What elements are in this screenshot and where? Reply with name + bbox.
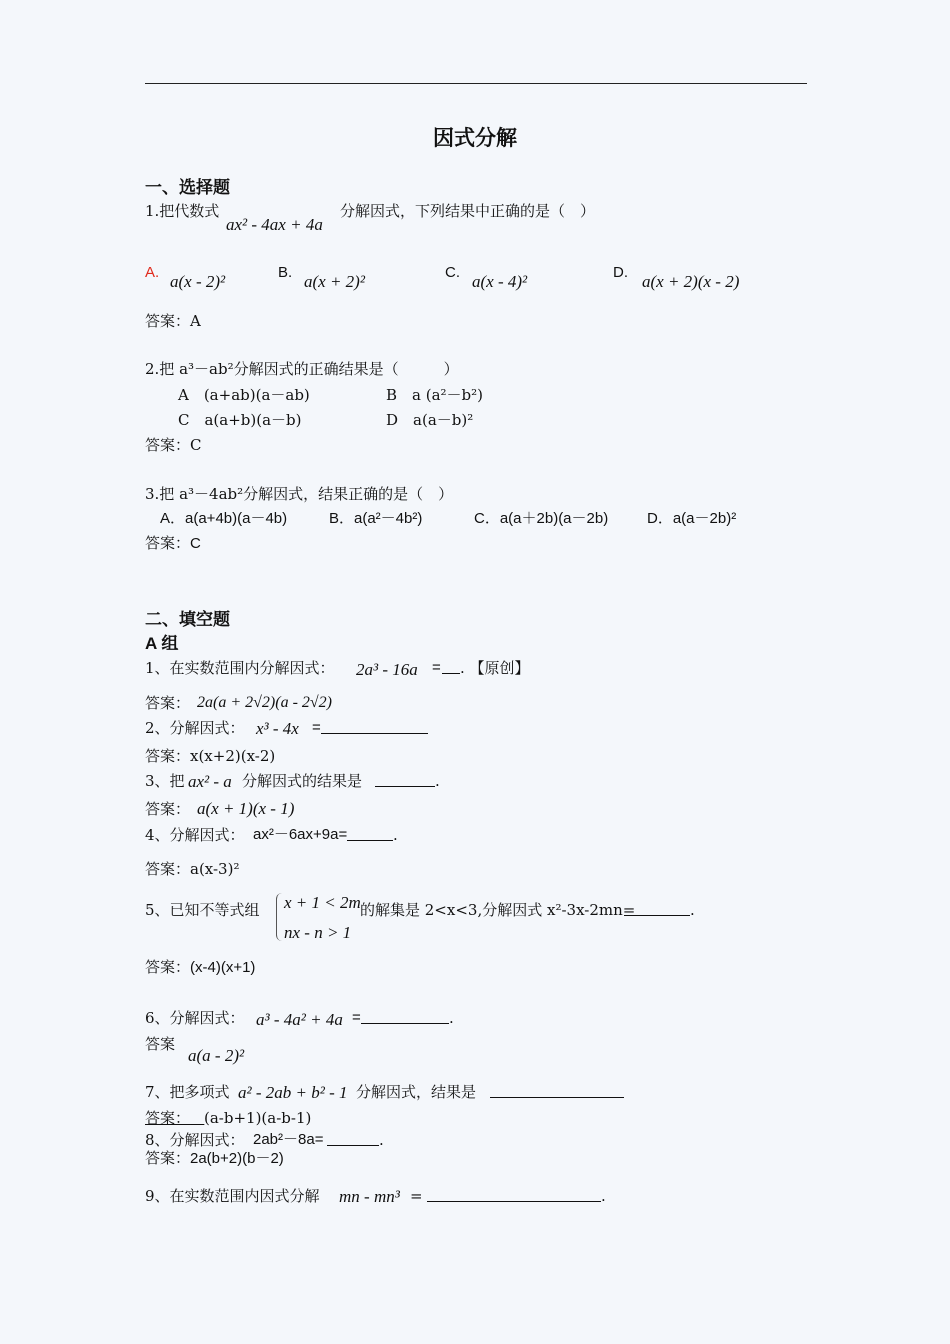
f7-suffix: 分解因式，结果是 <box>356 1083 477 1101</box>
section-heading-choice: 一、选择题 <box>145 178 230 198</box>
f9-tail: . <box>601 1187 606 1205</box>
f2-blank[interactable] <box>321 719 428 734</box>
f8-answer: 答案：2a(b+2)(b－2) <box>145 1150 284 1167</box>
q3-option-d: D．a(a－2b)² <box>647 510 737 527</box>
f5-blank[interactable] <box>624 901 690 916</box>
f4-prefix: 4、分解因式： <box>145 826 245 844</box>
f6-expression: a³ - 4a² + 4a <box>256 1010 343 1029</box>
q1-option-d-label: D. <box>613 264 628 281</box>
q2-option-b: B a (a²－b²) <box>386 386 484 404</box>
f3-prefix: 3、把 <box>145 772 185 790</box>
q1-option-a-expr: a(x - 2)² <box>170 272 226 291</box>
q1-option-d-expr: a(x + 2)(x - 2) <box>642 272 740 291</box>
f3-expression: ax² - a <box>188 772 232 791</box>
q2-option-d: D a(a－b)² <box>386 411 474 429</box>
f3-answer-label: 答案： <box>145 800 191 818</box>
f1-answer-label: 答案： <box>145 694 191 712</box>
q3-answer: 答案：C <box>145 535 201 552</box>
f4-expression: ax²－6ax+9a= <box>253 826 348 843</box>
f6-equals: = <box>352 1009 361 1026</box>
f2-prefix: 2、分解因式： <box>145 719 245 737</box>
q3-stem: 3.把 a³－4ab²分解因式，结果正确的是（ ） <box>145 485 454 503</box>
f8-expression: 2ab²－8a= <box>253 1131 324 1148</box>
f3-answer: a(x + 1)(x - 1) <box>197 799 295 818</box>
q1-option-c-expr: a(x - 4)² <box>472 272 528 291</box>
f5-answer: 答案：(x-4)(x+1) <box>145 959 256 976</box>
f7-answer-label: 答案： <box>145 1109 191 1127</box>
f9-blank[interactable] <box>427 1187 601 1202</box>
f6-answer-label: 答案 <box>145 1035 176 1053</box>
f3-blank[interactable] <box>375 772 435 787</box>
f9-prefix: 9、在实数范围内因式分解 <box>145 1187 320 1205</box>
q3-option-c: C．a(a＋2b)(a－2b) <box>474 510 609 527</box>
q3-option-a: A．a(a+4b)(a－4b) <box>160 510 288 527</box>
q1-prefix: 1.把代数式 <box>145 202 220 220</box>
f1-tail: . 【原创】 <box>460 659 530 677</box>
header-rule <box>145 83 807 84</box>
f7-blank[interactable] <box>490 1083 624 1098</box>
group-label: A 组 <box>145 634 179 653</box>
f4-answer: 答案：a(x-3)² <box>145 860 240 878</box>
q1-answer: 答案：A <box>145 312 201 330</box>
f8-tail: . <box>379 1131 384 1149</box>
f5-inequality-2: nx - n > 1 <box>284 923 352 942</box>
f3-tail: . <box>435 772 440 790</box>
f6-prefix: 6、分解因式： <box>145 1009 245 1027</box>
f1-blank[interactable] <box>442 659 460 674</box>
f5-tail: . <box>690 901 695 919</box>
f1-answer: 2a(a + 2√2)(a - 2√2) <box>197 694 332 711</box>
f6-answer: a(a - 2)² <box>188 1046 245 1065</box>
f2-expression: x³ - 4x <box>256 719 299 738</box>
q2-option-a: A (a+ab)(a－ab) <box>178 386 310 404</box>
f8-blank[interactable] <box>327 1131 379 1146</box>
f7-expression: a² - 2ab + b² - 1 <box>238 1083 348 1102</box>
q1-option-b-expr: a(x + 2)² <box>304 272 365 291</box>
f1-prefix: 1、在实数范围内分解因式： <box>145 659 335 677</box>
f4-blank[interactable] <box>347 826 393 841</box>
q1-option-b-label: B. <box>278 264 293 281</box>
f3-suffix: 分解因式的结果是 <box>242 772 363 790</box>
f5-suffix: 的解集是 2<x<3,分解因式 x²-3x-2mn= <box>360 901 636 919</box>
f9-equals: = <box>410 1187 423 1205</box>
section-heading-fill: 二、填空题 <box>145 610 230 630</box>
page-title: 因式分解 <box>433 125 517 150</box>
f6-tail: . <box>449 1009 454 1027</box>
f7-answer: (a-b+1)(a-b-1) <box>204 1109 312 1127</box>
f6-blank[interactable] <box>361 1009 449 1024</box>
q3-option-b: B．a(a²－4b²) <box>329 510 423 527</box>
f7-prefix: 7、把多项式 <box>145 1083 230 1101</box>
f9-expression: mn - mn³ <box>339 1187 400 1206</box>
q1-expression: ax² - 4ax + 4a <box>226 215 323 234</box>
f5-inequality-1: x + 1 < 2m <box>284 893 361 912</box>
q1-option-c-label: C. <box>445 264 460 281</box>
q2-answer: 答案：C <box>145 436 202 454</box>
f5-prefix: 5、已知不等式组 <box>145 901 260 919</box>
f2-answer: 答案：x(x+2)(x-2) <box>145 747 276 765</box>
f1-equals: = <box>432 659 441 676</box>
q1-suffix: 分解因式，下列结果中正确的是（ ） <box>340 202 596 220</box>
q1-option-a-label: A. <box>145 264 160 281</box>
q2-option-c: C a(a+b)(a－b) <box>178 411 302 429</box>
q2-stem: 2.把 a³－ab²分解因式的正确结果是（ ） <box>145 360 459 378</box>
f1-expression: 2a³ - 16a <box>356 660 418 679</box>
f4-tail: . <box>393 826 398 844</box>
f8-prefix: 8、分解因式： <box>145 1131 245 1149</box>
f2-equals: = <box>312 719 321 736</box>
f5-system-brace <box>276 893 283 941</box>
